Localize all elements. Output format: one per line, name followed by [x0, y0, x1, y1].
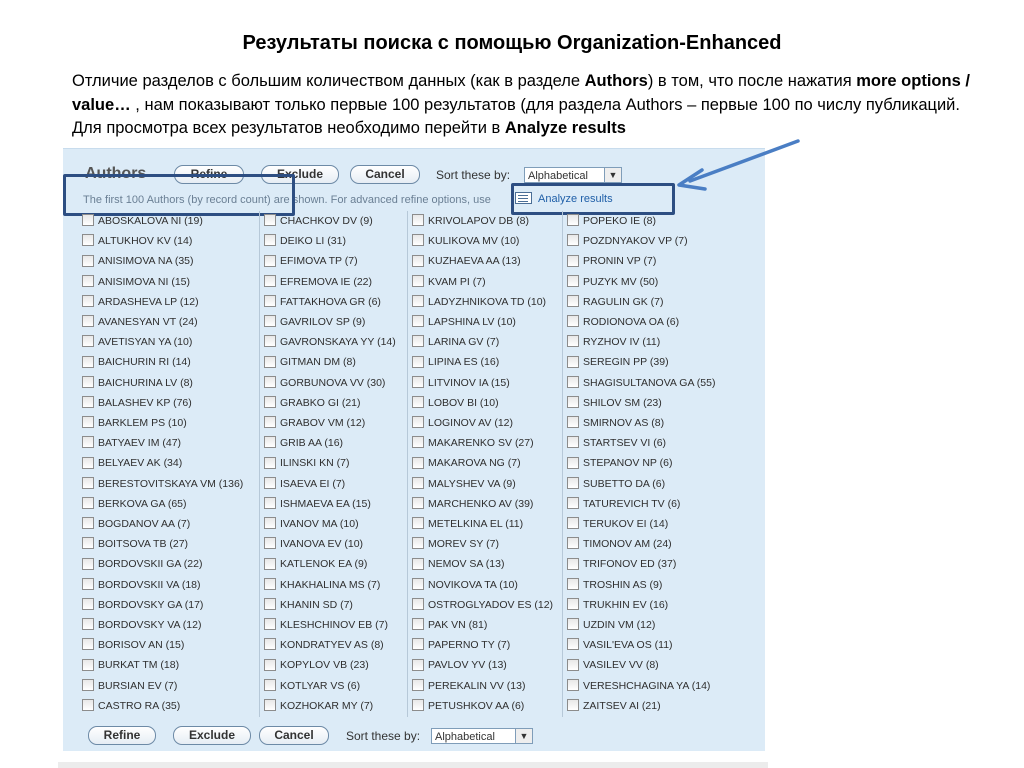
author-label: KHAKHALINA MS (7): [280, 578, 381, 591]
paragraph-run: ) в том, что после нажатия: [647, 72, 857, 90]
slide-title: Результаты поиска с помощью Organization-Enhanced: [242, 32, 782, 54]
author-label: VASIL'EVA OS (11): [583, 639, 673, 652]
author-label: LARINA GV (7): [428, 336, 500, 349]
author-label: TIMONOV AM (24): [583, 538, 672, 551]
pointer-arrow-shaft: [690, 141, 798, 181]
author-label: CASTRO RA (35): [98, 699, 181, 712]
author-label: PAK VN (81): [428, 619, 488, 631]
author-label: RYZHOV IV (11): [583, 336, 661, 349]
author-label: BURKAT TM (18): [98, 659, 180, 672]
author-label: BARKLEM PS (10): [98, 417, 187, 429]
bottom-refine-button[interactable]: Refine: [88, 726, 156, 745]
bottom-sort-select-value: Alphabetical: [435, 731, 495, 743]
author-label: BAICHURINA LV (8): [98, 376, 193, 389]
author-label: UZDIN VM (12): [583, 619, 656, 631]
author-label: GAVRONSKAYA YY (14): [280, 336, 396, 349]
author-label: MARCHENKO AV (39): [428, 497, 534, 510]
author-label: KLESHCHINOV EB (7): [280, 619, 388, 631]
author-label: PAPERNO TY (7): [428, 639, 511, 652]
info-text: The first 100 Authors (by record count) are shown. For advanced refine options, use: [83, 194, 491, 206]
paragraph-run: Analyze results: [504, 119, 626, 137]
author-label: GRIB AA (16): [280, 437, 344, 450]
paragraph-run: more options / value…: [72, 72, 970, 114]
author-label: ILINSKI KN (7): [280, 457, 350, 470]
author-label: SMIRNOV AS (8): [583, 417, 665, 429]
chevron-down-icon: ▼: [515, 729, 532, 743]
author-label: BORISOV AN (15): [98, 639, 185, 652]
author-label: LITVINOV IA (15): [428, 376, 510, 389]
author-label: GRABKO GI (21): [280, 396, 361, 409]
author-label: KVAM PI (7): [428, 275, 486, 288]
paragraph-run: , нам показывают только первые 100 результатов (для раздела Authors – первые 100 по числу публикаций. Для просмотра всех результатов необходимо перейти в: [72, 95, 960, 137]
footer-band: [58, 762, 768, 768]
panel-title: Authors: [85, 165, 147, 182]
author-label: ANISIMOVA NI (15): [98, 275, 190, 288]
author-label: BOGDANOV AA (7): [98, 518, 191, 530]
author-label: TRUKHIN EV (16): [583, 598, 669, 611]
author-label: CHACHKOV DV (9): [280, 215, 373, 227]
author-label: METELKINA EL (11): [428, 518, 524, 530]
paragraph-run: Отличие разделов с большим количеством данных (как в разделе: [72, 72, 585, 90]
author-label: KONDRATYEV AS (8): [280, 639, 384, 652]
author-label: AVANESYAN VT (24): [98, 316, 198, 328]
author-label: KOTLYAR VS (6): [280, 679, 361, 692]
author-label: BORDOVSKY VA (12): [98, 619, 202, 631]
author-label: AVETISYAN YA (10): [98, 336, 193, 349]
author-label: GITMAN DM (8): [280, 356, 356, 369]
author-label: NOVIKOVA TA (10): [428, 578, 518, 591]
author-label: BORDOVSKII GA (22): [98, 558, 203, 571]
author-label: GORBUNOVA VV (30): [280, 376, 386, 389]
paragraph-run: Authors: [584, 72, 648, 90]
author-label: LAPSHINA LV (10): [428, 316, 516, 328]
author-label: ARDASHEVA LP (12): [98, 295, 199, 308]
author-label: PRONIN VP (7): [583, 255, 657, 268]
sort-select-value: Alphabetical: [528, 170, 588, 182]
author-label: BORDOVSKY GA (17): [98, 598, 204, 611]
bottom-sort-label: Sort these by:: [346, 729, 421, 743]
author-label: BATYAEV IM (47): [98, 437, 182, 450]
author-label: KATLENOK EA (9): [280, 558, 368, 571]
author-label: MALYSHEV VA (9): [428, 477, 516, 490]
author-label: KOPYLOV VB (23): [280, 659, 369, 672]
author-label: ISAEVA EI (7): [280, 477, 346, 490]
author-label: LOBOV BI (10): [428, 396, 499, 409]
author-label: POZDNYAKOV VP (7): [583, 235, 688, 248]
author-label: TATUREVICH TV (6): [583, 497, 681, 510]
author-label: KULIKOVA MV (10): [428, 235, 520, 248]
sort-label: Sort these by:: [436, 168, 511, 182]
author-label: PAVLOV YV (13): [428, 659, 507, 672]
author-label: ZAITSEV AI (21): [583, 699, 661, 712]
author-label: POPEKO IE (8): [583, 215, 656, 227]
author-label: GRABOV VM (12): [280, 417, 366, 429]
author-label: BORDOVSKII VA (18): [98, 578, 201, 591]
author-label: LIPINA ES (16): [428, 356, 500, 369]
author-label: BERKOVA GA (65): [98, 497, 187, 510]
chevron-down-icon: ▼: [604, 168, 621, 182]
author-label: STARTSEV VI (6): [583, 437, 667, 450]
author-label: LOGINOV AV (12): [428, 417, 513, 429]
author-label: KUZHAEVA AA (13): [428, 255, 521, 268]
author-label: IVANOVA EV (10): [280, 538, 364, 551]
exclude-button[interactable]: Exclude: [261, 165, 339, 184]
author-label: SEREGIN PP (39): [583, 356, 669, 369]
author-label: TRIFONOV ED (37): [583, 558, 677, 571]
author-label: BALASHEV KP (76): [98, 396, 192, 409]
author-label: TROSHIN AS (9): [583, 578, 663, 591]
author-label: PUZYK MV (50): [583, 275, 659, 288]
refine-button[interactable]: Refine: [174, 165, 244, 184]
author-label: STEPANOV NP (6): [583, 457, 673, 470]
author-label: ANISIMOVA NA (35): [98, 255, 194, 268]
author-label: RAGULIN GK (7): [583, 295, 664, 308]
author-label: LADYZHNIKOVA TD (10): [428, 295, 547, 308]
author-label: MAKAROVA NG (7): [428, 457, 521, 470]
analyze-results-label: Analyze results: [538, 193, 613, 205]
author-label: SHILOV SM (23): [583, 396, 662, 409]
author-label: SHAGISULTANOVA GA (55): [583, 376, 716, 389]
author-label: BAICHURIN RI (14): [98, 356, 191, 369]
author-label: BURSIAN EV (7): [98, 679, 178, 692]
bottom-exclude-button[interactable]: Exclude: [173, 726, 251, 745]
author-label: ALTUKHOV KV (14): [98, 235, 193, 248]
author-label: BELYAEV AK (34): [98, 457, 183, 470]
author-label: VERESHCHAGINA YA (14): [583, 679, 711, 692]
author-label: ISHMAEVA EA (15): [280, 497, 371, 510]
author-label: PETUSHKOV AA (6): [428, 699, 525, 712]
author-label: ABOSKALOVA NI (19): [98, 215, 203, 227]
bottom-cancel-button[interactable]: Cancel: [259, 726, 329, 745]
author-label: EFREMOVA IE (22): [280, 275, 372, 288]
author-label: PEREKALIN VV (13): [428, 679, 526, 692]
author-label: IVANOV MA (10): [280, 518, 359, 530]
author-label: SUBETTO DA (6): [583, 477, 666, 490]
author-label: GAVRILOV SP (9): [280, 316, 366, 328]
author-label: VASILEV VV (8): [583, 659, 659, 672]
author-label: TERUKOV EI (14): [583, 518, 669, 530]
author-label: BERESTOVITSKAYA VM (136): [98, 477, 244, 490]
author-label: NEMOV SA (13): [428, 558, 505, 571]
author-label: FATTAKHOVA GR (6): [280, 295, 381, 308]
cancel-button[interactable]: Cancel: [350, 165, 420, 184]
author-label: RODIONOVA OA (6): [583, 316, 680, 328]
author-label: KRIVOLAPOV DB (8): [428, 215, 529, 227]
author-label: MAKARENKO SV (27): [428, 437, 534, 450]
author-label: KHANIN SD (7): [280, 598, 353, 611]
author-label: KOZHOKAR MY (7): [280, 699, 374, 712]
author-label: EFIMOVA TP (7): [280, 255, 358, 268]
author-label: BOITSOVA TB (27): [98, 538, 189, 551]
author-label: MOREV SY (7): [428, 538, 499, 551]
author-label: DEIKO LI (31): [280, 235, 346, 248]
author-label: OSTROGLYADOV ES (12): [428, 598, 554, 611]
